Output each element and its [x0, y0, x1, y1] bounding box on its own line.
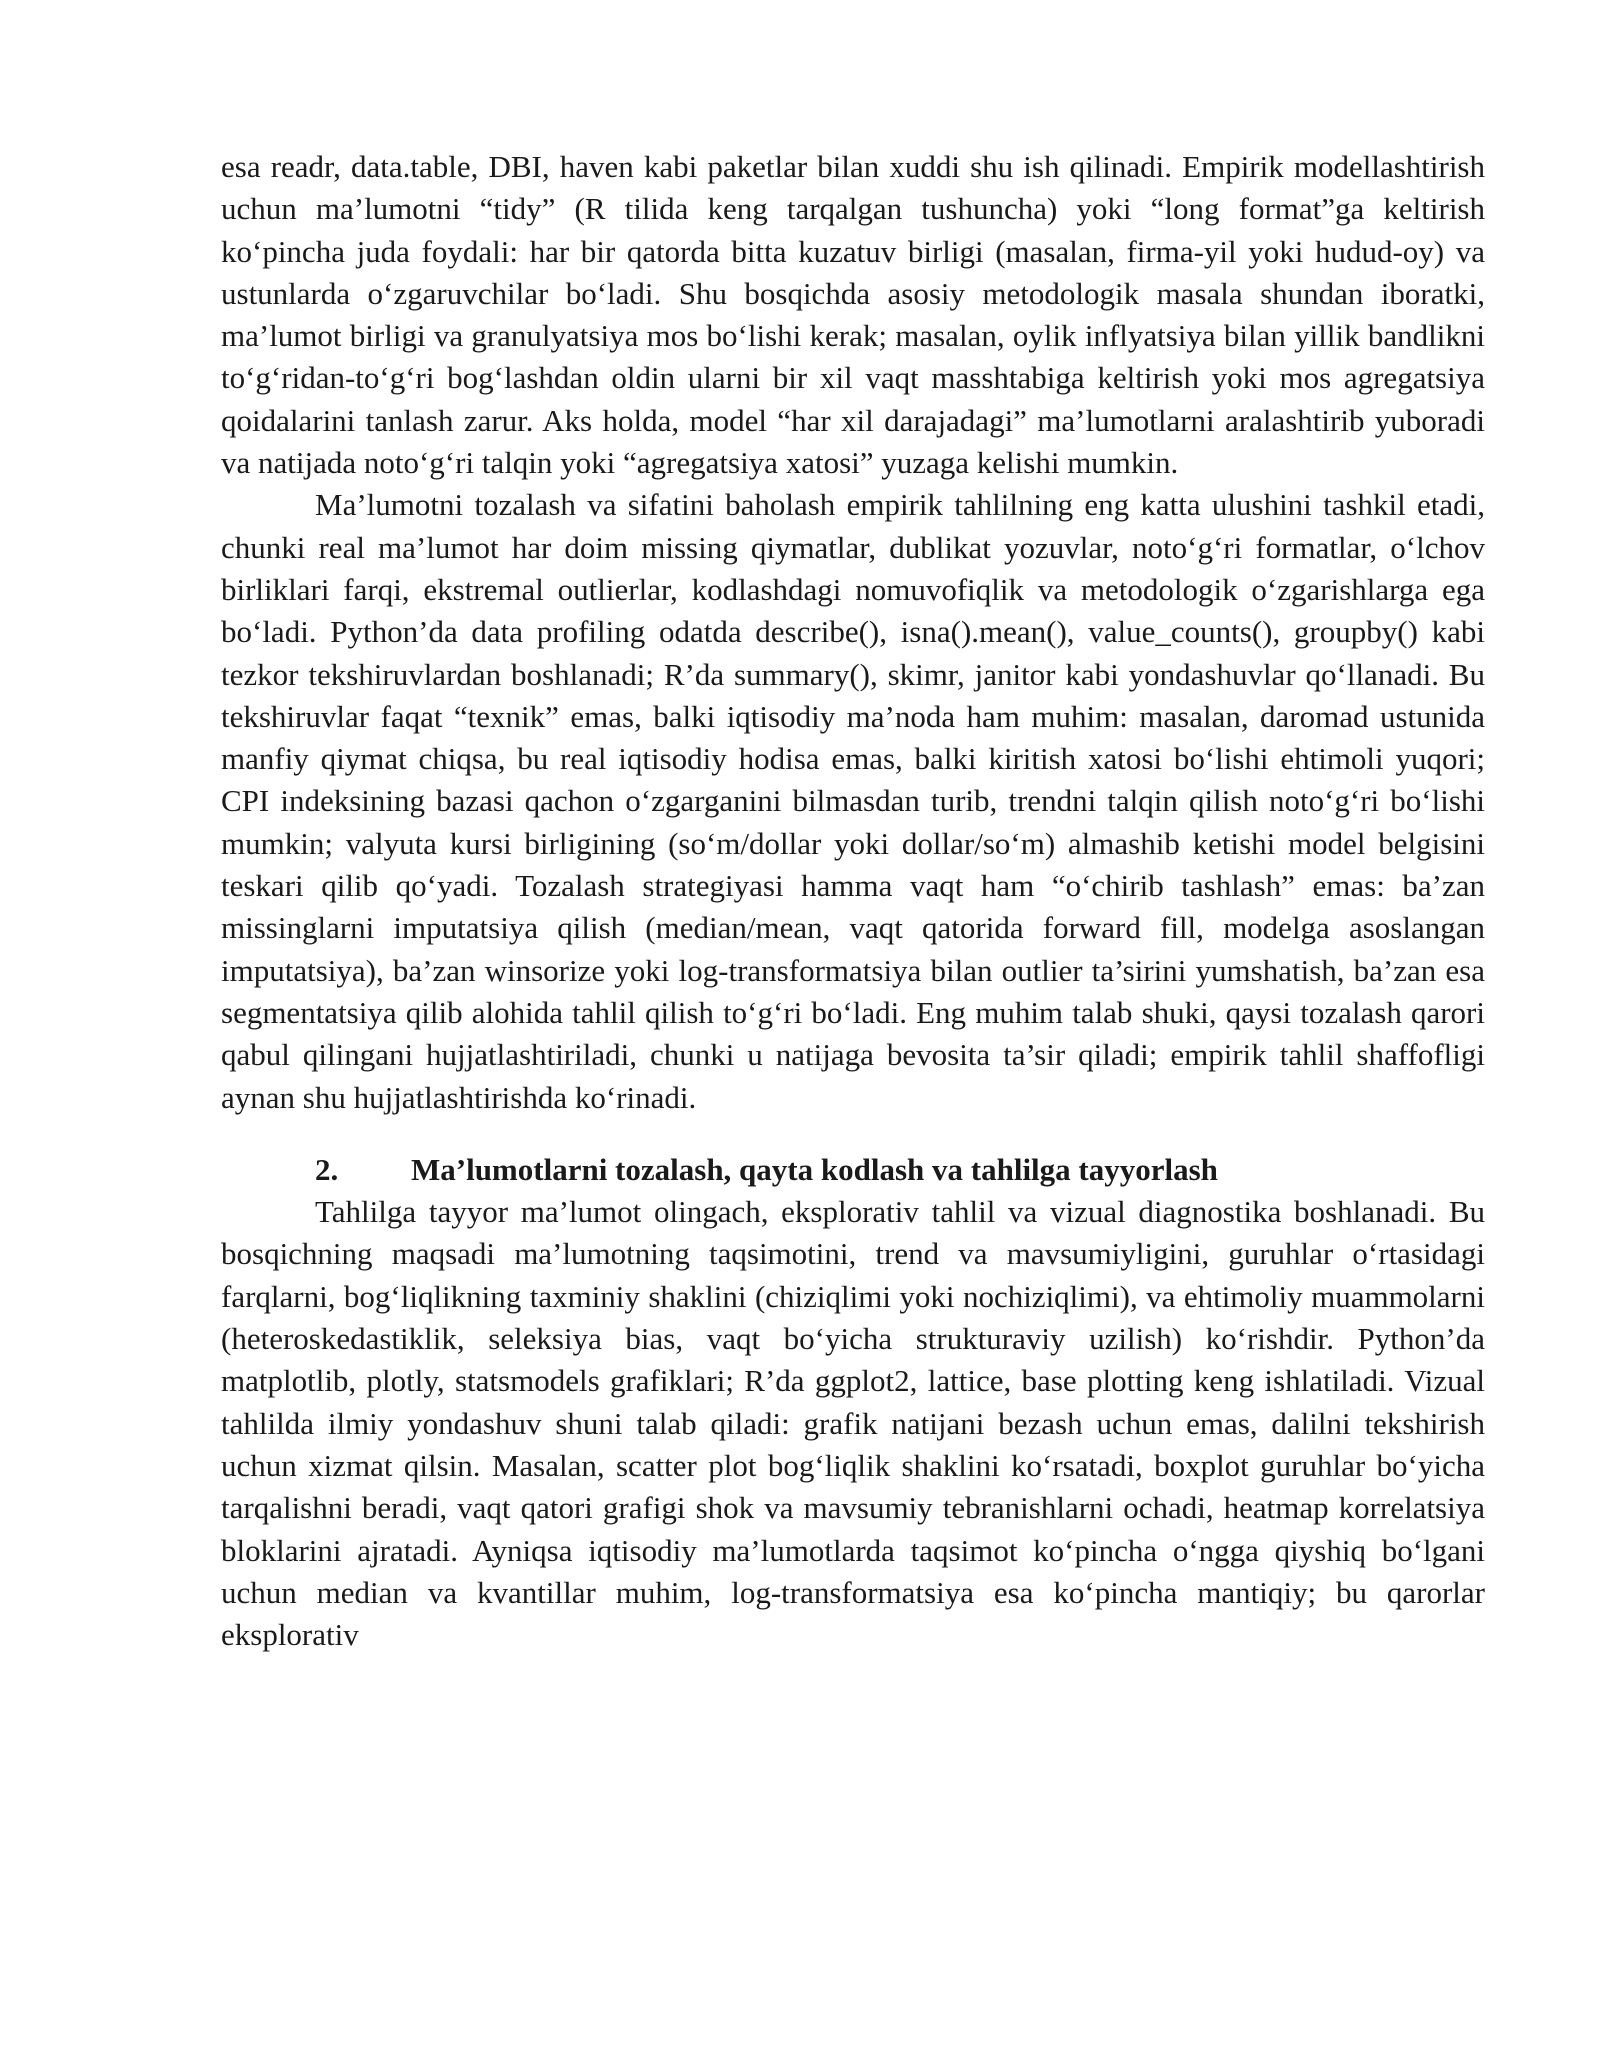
section-heading	[315, 1149, 1485, 1191]
document-page	[221, 146, 1485, 1656]
section-number: 2.	[315, 1151, 339, 1187]
paragraph-2: Ma’lumotni tozalash va sifatini baholash empirik tahlilning eng katta ulushini tashkil etadi, chunki real ma’lumot har doim missing qiymatlar, dublikat yozuvlar, noto‘g‘ri formatlar, o‘lchov birliklari farqi, ekstremal outlierlar, kodlashdagi nomuvofiqlik va metodologik o‘zgarishlarga ega bo‘ladi. Python’da data profiling odatda describe(), isna().mean(), value_counts(), groupby() kabi tezkor tekshiruvlardan boshlanadi; R’da summary(), skimr, janitor kabi yondashuvlar qo‘llanadi. Bu tekshiruvlar faqat “texnik” emas, balki iqtisodiy ma’noda ham muhim: masalan, daromad ustunida manfiy qiymat chiqsa, bu real iqtisodiy hodisa emas, balki kiritish xatosi bo‘lishi ehtimoli yuqori; CPI indeksining bazasi qachon o‘zgarganini bilmasdan turib, trendni talqin qilish noto‘g‘ri bo‘lishi mumkin; valyuta kursi birligining (so‘m/dollar yoki dollar/so‘m) almashib ketishi model belgisini teskari qilib qo‘yadi. Tozalash strategiyasi hamma vaqt ham “o‘chirib tashlash” emas: ba’zan missinglarni imputatsiya qilish (median/mean, vaqt qatorida forward fill, modelga asoslangan imputatsiya), ba’zan winsorize yoki log-transformatsiya bilan outlier ta’sirini yumshatish, ba’zan esa segmentatsiya qilib alohida tahlil qilish to‘g‘ri bo‘ladi. Eng muhim talab shuki, qaysi tozalash qarori qabul qilingani hujjatlashtiriladi, chunki u natijaga bevosita ta’sir qiladi; empirik tahlil shaffofligi aynan shu hujjatlashtirishda ko‘rinadi.	[221, 487, 1485, 1115]
paragraph-1: esa readr, data.table, DBI, haven kabi paketlar bilan xuddi shu ish qilinadi. Empirik modellashtirish uchun ma’lumotni “tidy” (R tilida keng tarqalgan tushuncha) yoki “long format”ga keltirish ko‘pincha juda foydali: har bir qatorda bitta kuzatuv birligi (masalan, firma-yil yoki hudud-oy) va ustunlarda o‘zgaruvchilar bo‘ladi. Shu bosqichda asosiy metodologik masala shundan iboratki, ma’lumot birligi va granulyatsiya mos bo‘lishi kerak; masalan, oylik inflyatsiya bilan yillik bandlikni to‘g‘ridan-to‘g‘ri bog‘lashdan oldin ularni bir xil vaqt masshtabiga keltirish yoki mos agregatsiya qoidalarini tanlash zarur. Aks holda, model “har xil darajadagi” ma’lumotlarni aralashtirib yuboradi va natijada noto‘g‘ri talqin yoki “agregatsiya xatosi” yuzaga kelishi mumkin.	[221, 149, 1485, 481]
paragraph-3: Tahlilga tayyor ma’lumot olingach, eksplorativ tahlil va vizual diagnostika boshlanadi. Bu bosqichning maqsadi ma’lumotning taqsimotini, trend va mavsumiyligini, guruhlar o‘rtasidagi farqlarni, bog‘liqlikning taxminiy shaklini (chiziqlimi yoki nochiziqlimi), va ehtimoliy muammolarni (heteroskedastiklik, seleksiya bias, vaqt bo‘yicha strukturaviy uzilish) ko‘rishdir. Python’da matplotlib, plotly, statsmodels grafiklari; R’da ggplot2, lattice, base plotting keng ishlatiladi. Vizual tahlilda ilmiy yondashuv shuni talab qiladi: grafik natijani bezash uchun emas, dalilni tekshirish uchun xizmat qilsin. Masalan, scatter plot bog‘liqlik shaklini ko‘rsatadi, boxplot guruhlar bo‘yicha tarqalishni beradi, vaqt qatori grafigi shok va mavsumiy tebranishlarni ochadi, heatmap korrelatsiya bloklarini ajratadi. Ayniqsa iqtisodiy ma’lumotlarda taqsimot ko‘pincha o‘ngga qiyshiq bo‘lgani uchun median va kvantillar muhim, log-transformatsiya esa ko‘pincha mantiqiy; bu qarorlar eksplorativ	[221, 1194, 1485, 1653]
section-title: Ma’lumotlarni tozalash, qayta kodlash va tahlilga tayyorlash	[411, 1151, 1218, 1187]
